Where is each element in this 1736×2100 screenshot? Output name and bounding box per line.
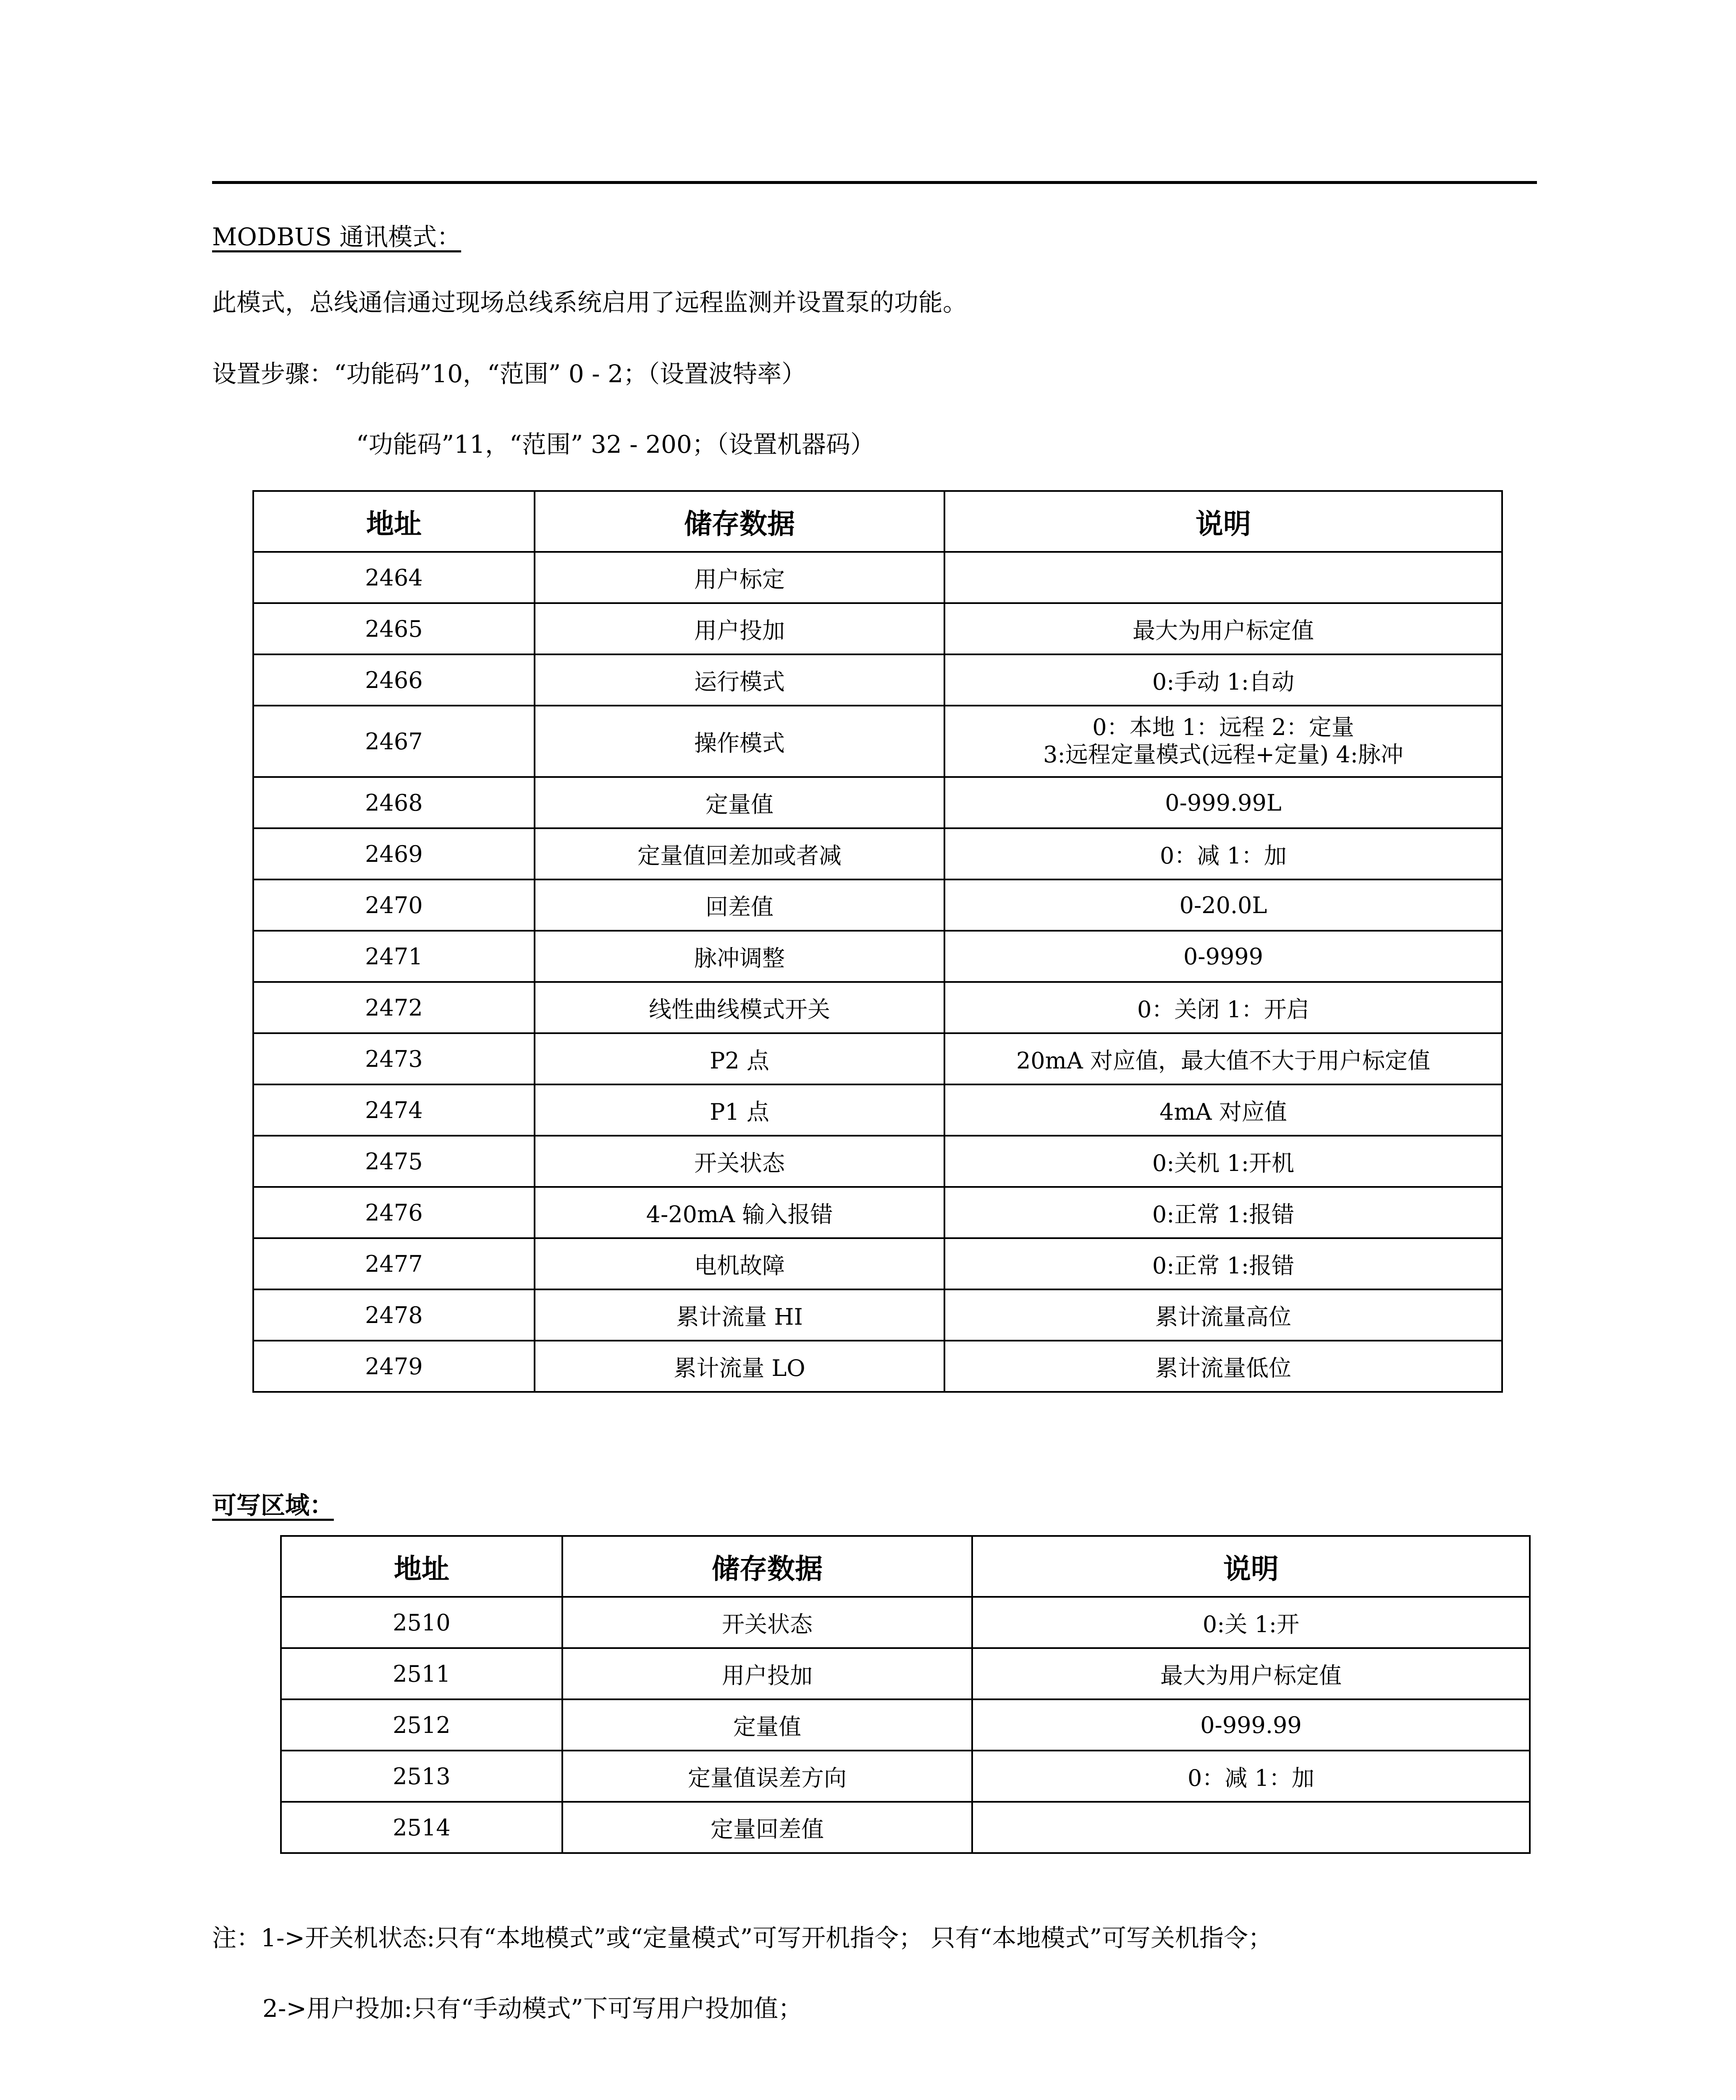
- setup-steps-line2: “功能码”11，“范围” 32 - 200；（设置机器码）: [356, 430, 875, 459]
- cell-address: 2471: [253, 931, 535, 982]
- cell-description: 0-999.99: [972, 1699, 1530, 1751]
- cell-description: [972, 1802, 1530, 1853]
- cell-address: 2475: [253, 1136, 535, 1187]
- cell-description: 最大为用户标定值: [972, 1648, 1530, 1699]
- cell-address: 2510: [281, 1597, 562, 1648]
- table-header-row: [281, 1536, 1530, 1597]
- cell-data: 开关状态: [535, 1136, 944, 1187]
- cell-address: 2474: [253, 1084, 535, 1136]
- table-header-row: [253, 491, 1502, 552]
- cell-address: 2469: [253, 828, 535, 879]
- cell-data: 累计流量 LO: [535, 1341, 944, 1392]
- cell-data: 定量值: [535, 777, 944, 828]
- cell-data: 回差值: [535, 879, 944, 931]
- cell-address: 2472: [253, 982, 535, 1033]
- cell-address: 2467: [253, 706, 535, 777]
- cell-address: 2476: [253, 1187, 535, 1238]
- table-row: [253, 1289, 1502, 1341]
- modbus-register-table: [252, 490, 1503, 1393]
- table-row: [253, 777, 1502, 828]
- header-description: 说明: [972, 1536, 1530, 1597]
- cell-description: 0：减 1：加: [972, 1751, 1530, 1802]
- table-row: [281, 1699, 1530, 1751]
- cell-address: 2473: [253, 1033, 535, 1084]
- cell-description: [944, 706, 1502, 777]
- cell-description: 4mA 对应值: [944, 1084, 1502, 1136]
- cell-description: 0-999.99L: [944, 777, 1502, 828]
- cell-data: 运行模式: [535, 654, 944, 706]
- cell-description: [944, 552, 1502, 603]
- cell-description: 0-9999: [944, 931, 1502, 982]
- table-row: [253, 1136, 1502, 1187]
- cell-data: 脉冲调整: [535, 931, 944, 982]
- cell-address: 2511: [281, 1648, 562, 1699]
- header-rule: [212, 181, 1537, 184]
- description-line-2: 3:远程定量模式(远程+定量) 4:脉冲: [1043, 741, 1403, 768]
- table-row: [253, 828, 1502, 879]
- table-row: [253, 1341, 1502, 1392]
- cell-address: 2514: [281, 1802, 562, 1853]
- modbus-heading: MODBUS 通讯模式：: [212, 223, 462, 251]
- table-row: [253, 1187, 1502, 1238]
- cell-data: 定量值误差方向: [562, 1751, 972, 1802]
- cell-address: 2512: [281, 1699, 562, 1751]
- table-row: [253, 706, 1502, 777]
- header-description: 说明: [944, 491, 1502, 552]
- cell-description: 累计流量高位: [944, 1289, 1502, 1341]
- cell-address: 2465: [253, 603, 535, 654]
- table-row: [281, 1751, 1530, 1802]
- note-line-1: 注：1->开关机状态:只有“本地模式”或“定量模式”可写开机指令； 只有“本地模式”可写关机指令；: [212, 1924, 1272, 1952]
- cell-address: 2464: [253, 552, 535, 603]
- cell-data: 电机故障: [535, 1238, 944, 1289]
- cell-description: 0:关机 1:开机: [944, 1136, 1502, 1187]
- cell-data: 线性曲线模式开关: [535, 982, 944, 1033]
- header-address: 地址: [281, 1536, 562, 1597]
- note-line-2: 2->用户投加:只有“手动模式”下可写用户投加值；: [262, 1994, 802, 2023]
- cell-address: 2466: [253, 654, 535, 706]
- cell-description: 0：关闭 1：开启: [944, 982, 1502, 1033]
- modbus-intro: 此模式，总线通信通过现场总线系统启用了远程监测并设置泵的功能。: [212, 288, 968, 317]
- cell-data: 开关状态: [562, 1597, 972, 1648]
- cell-address: 2479: [253, 1341, 535, 1392]
- cell-data: P1 点: [535, 1084, 944, 1136]
- cell-data: P2 点: [535, 1033, 944, 1084]
- table-row: [253, 879, 1502, 931]
- table-row: [253, 1084, 1502, 1136]
- cell-description: 20mA 对应值，最大值不大于用户标定值: [944, 1033, 1502, 1084]
- cell-data: 用户投加: [535, 603, 944, 654]
- cell-description: 0:关 1:开: [972, 1597, 1530, 1648]
- table-row: [253, 1033, 1502, 1084]
- writable-register-table: [280, 1535, 1531, 1854]
- cell-data: 定量回差值: [562, 1802, 972, 1853]
- cell-address: 2478: [253, 1289, 535, 1341]
- table-row: [281, 1597, 1530, 1648]
- cell-address: 2470: [253, 879, 535, 931]
- cell-address: 2513: [281, 1751, 562, 1802]
- header-stored-data: 储存数据: [535, 491, 944, 552]
- header-address: 地址: [253, 491, 535, 552]
- table-row: [253, 1238, 1502, 1289]
- cell-data: 用户标定: [535, 552, 944, 603]
- table-row: [253, 654, 1502, 706]
- cell-data: 4-20mA 输入报错: [535, 1187, 944, 1238]
- table-row: [253, 603, 1502, 654]
- description-line-1: 0：本地 1：远程 2：定量: [1092, 714, 1354, 741]
- cell-description: 累计流量低位: [944, 1341, 1502, 1392]
- cell-data: 用户投加: [562, 1648, 972, 1699]
- table-row: [281, 1802, 1530, 1853]
- cell-data: 定量值: [562, 1699, 972, 1751]
- cell-description: 0：减 1：加: [944, 828, 1502, 879]
- cell-description: 0:正常 1:报错: [944, 1238, 1502, 1289]
- cell-data: 操作模式: [535, 706, 944, 777]
- table-row: [281, 1648, 1530, 1699]
- table-row: [253, 552, 1502, 603]
- cell-address: 2477: [253, 1238, 535, 1289]
- writable-area-heading: 可写区域：: [212, 1491, 334, 1520]
- cell-data: 累计流量 HI: [535, 1289, 944, 1341]
- table-row: [253, 982, 1502, 1033]
- cell-address: 2468: [253, 777, 535, 828]
- cell-data: 定量值回差加或者减: [535, 828, 944, 879]
- cell-description: 0:正常 1:报错: [944, 1187, 1502, 1238]
- cell-description: 0-20.0L: [944, 879, 1502, 931]
- cell-description: 最大为用户标定值: [944, 603, 1502, 654]
- header-stored-data: 储存数据: [562, 1536, 972, 1597]
- cell-description: 0:手动 1:自动: [944, 654, 1502, 706]
- table-row: [253, 931, 1502, 982]
- setup-steps-line1: 设置步骤：“功能码”10，“范围” 0 - 2；（设置波特率）: [212, 360, 806, 388]
